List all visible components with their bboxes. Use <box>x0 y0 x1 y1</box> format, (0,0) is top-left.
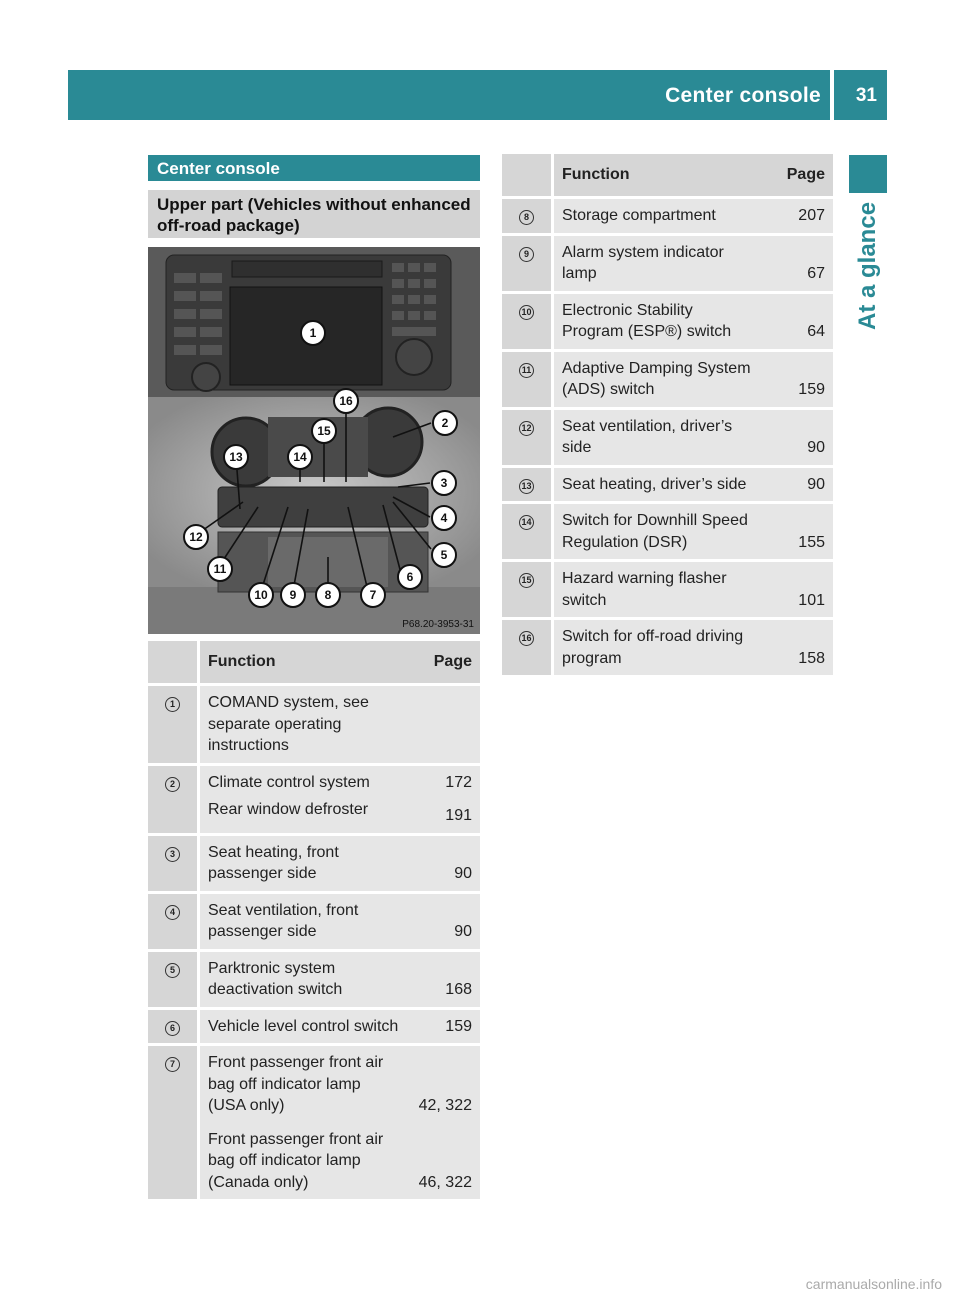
table-row <box>502 407 833 465</box>
callout-badge: 5 <box>165 963 180 978</box>
num-cell <box>148 1123 200 1200</box>
callout-badge: 4 <box>165 905 180 920</box>
function-cell: Seat heating, front passenger side <box>200 833 410 891</box>
side-tab-label: At a glance <box>854 201 881 330</box>
table-row <box>148 891 480 949</box>
callout-badge: 1 <box>165 697 180 712</box>
function-cell: COMAND system, see separate operating instructions <box>200 683 410 763</box>
page-cell: 158 <box>763 617 833 675</box>
svg-text:13: 13 <box>229 450 243 464</box>
function-header: Function <box>200 641 410 683</box>
svg-text:6: 6 <box>406 570 414 584</box>
callout-badge: 6 <box>165 1021 180 1036</box>
page-cell: 159 <box>763 349 833 407</box>
function-cell: Storage compartment <box>554 196 763 233</box>
page-cell: 159 <box>410 1007 480 1044</box>
svg-text:10: 10 <box>254 588 268 602</box>
subsection-title: Upper part (Vehicles without enhanced off-road package) <box>148 190 480 238</box>
callout-badge: 3 <box>165 847 180 862</box>
page-cell: 207 <box>763 196 833 233</box>
page-cell: 90 <box>763 465 833 502</box>
page-cell <box>410 683 480 763</box>
page-cell: 46, 322 <box>410 1123 480 1200</box>
table-row <box>502 196 833 233</box>
table-row <box>148 1043 480 1123</box>
function-cell: Switch for off-road driving program <box>554 617 763 675</box>
page-header <box>68 70 887 120</box>
table-row <box>502 501 833 559</box>
function-cell: Climate control system <box>200 763 410 800</box>
callout-badge: 13 <box>519 479 534 494</box>
function-table-right <box>502 154 833 675</box>
function-cell: Switch for Downhill Speed Regulation (DSR) <box>554 501 763 559</box>
callout-badge: 2 <box>165 777 180 792</box>
page-header: Page <box>410 641 480 683</box>
callout-14 <box>288 445 312 469</box>
table-header-row <box>502 154 833 196</box>
page-cell: 191 <box>410 799 480 833</box>
page-cell: 90 <box>410 891 480 949</box>
table-row <box>502 349 833 407</box>
function-cell: Vehicle level control switch <box>200 1007 410 1044</box>
callout-8 <box>316 583 340 607</box>
callout-7 <box>361 583 385 607</box>
function-cell: Adaptive Damping System (ADS) switch <box>554 349 763 407</box>
table-row <box>148 799 480 833</box>
function-cell: Seat heating, driver’s side <box>554 465 763 502</box>
function-header: Function <box>554 154 763 196</box>
callout-badge: 15 <box>519 573 534 588</box>
svg-text:8: 8 <box>324 588 332 602</box>
table-row <box>502 233 833 291</box>
page-cell: 168 <box>410 949 480 1007</box>
table-row <box>148 683 480 763</box>
table-row <box>502 559 833 617</box>
svg-text:15: 15 <box>317 424 331 438</box>
page-cell: 64 <box>763 291 833 349</box>
header-divider <box>830 70 834 120</box>
callout-badge: 16 <box>519 631 534 646</box>
function-cell: Hazard warning flasher switch <box>554 559 763 617</box>
page-cell: 172 <box>410 763 480 800</box>
footer-watermark[interactable]: carmanualsonline.info <box>805 1276 942 1292</box>
figure-code: P68.20-3953-31 <box>402 619 474 630</box>
header-title: Center console <box>665 84 821 107</box>
callout-16 <box>334 389 358 413</box>
callout-1 <box>301 321 325 345</box>
num-cell <box>148 799 200 833</box>
function-cell: Seat ventilation, front passenger side <box>200 891 410 949</box>
table-row <box>502 465 833 502</box>
callout-15 <box>312 419 336 443</box>
callout-badge: 12 <box>519 421 534 436</box>
page-cell: 155 <box>763 501 833 559</box>
table-row <box>148 763 480 800</box>
callout-badge: 14 <box>519 515 534 530</box>
page-cell: 101 <box>763 559 833 617</box>
function-cell: Alarm system indicator lamp <box>554 233 763 291</box>
svg-text:9: 9 <box>289 588 297 602</box>
table-header-row <box>148 641 480 683</box>
page-cell: 67 <box>763 233 833 291</box>
callout-4 <box>432 506 456 530</box>
svg-text:11: 11 <box>213 562 227 576</box>
page-cell: 90 <box>410 833 480 891</box>
svg-text:3: 3 <box>440 476 448 490</box>
page-number: 31 <box>855 85 877 106</box>
callout-badge: 11 <box>519 363 534 378</box>
section-title: Center console <box>148 155 480 181</box>
callout-13 <box>224 445 248 469</box>
callout-6 <box>398 565 422 589</box>
callout-11 <box>208 557 232 581</box>
function-cell: Front passenger front air bag off indicator lamp (USA only) <box>200 1043 410 1123</box>
function-table-left <box>148 641 480 1199</box>
function-cell: Rear window defroster <box>200 799 410 833</box>
table-row <box>502 291 833 349</box>
svg-text:2: 2 <box>441 416 449 430</box>
svg-text:5: 5 <box>440 548 448 562</box>
callout-2 <box>433 411 457 435</box>
center-console-photo <box>148 247 480 634</box>
function-cell: Front passenger front air bag off indicator lamp (Canada only) <box>200 1123 410 1200</box>
num-header <box>148 641 200 683</box>
function-cell: Seat ventilation, driver’s side <box>554 407 763 465</box>
svg-text:12: 12 <box>189 530 203 544</box>
function-cell: Parktronic system deactivation switch <box>200 949 410 1007</box>
svg-text:1: 1 <box>309 326 317 340</box>
svg-text:7: 7 <box>369 588 377 602</box>
page-cell: 90 <box>763 407 833 465</box>
svg-text:4: 4 <box>440 511 448 525</box>
function-cell: Electronic Stability Program (ESP®) switch <box>554 291 763 349</box>
callout-badge: 10 <box>519 305 534 320</box>
callout-9 <box>281 583 305 607</box>
table-row <box>148 833 480 891</box>
page-cell: 42, 322 <box>410 1043 480 1123</box>
callout-5 <box>432 543 456 567</box>
table-row <box>148 1123 480 1200</box>
callout-12 <box>184 525 208 549</box>
callout-10 <box>249 583 273 607</box>
callout-badge: 7 <box>165 1057 180 1072</box>
num-header <box>502 154 554 196</box>
table-row <box>148 949 480 1007</box>
svg-text:14: 14 <box>293 450 307 464</box>
callout-3 <box>432 471 456 495</box>
callout-badge: 9 <box>519 247 534 262</box>
svg-text:16: 16 <box>339 394 353 408</box>
table-row <box>148 1007 480 1044</box>
table-row <box>502 617 833 675</box>
page-header: Page <box>763 154 833 196</box>
callout-badge: 8 <box>519 210 534 225</box>
